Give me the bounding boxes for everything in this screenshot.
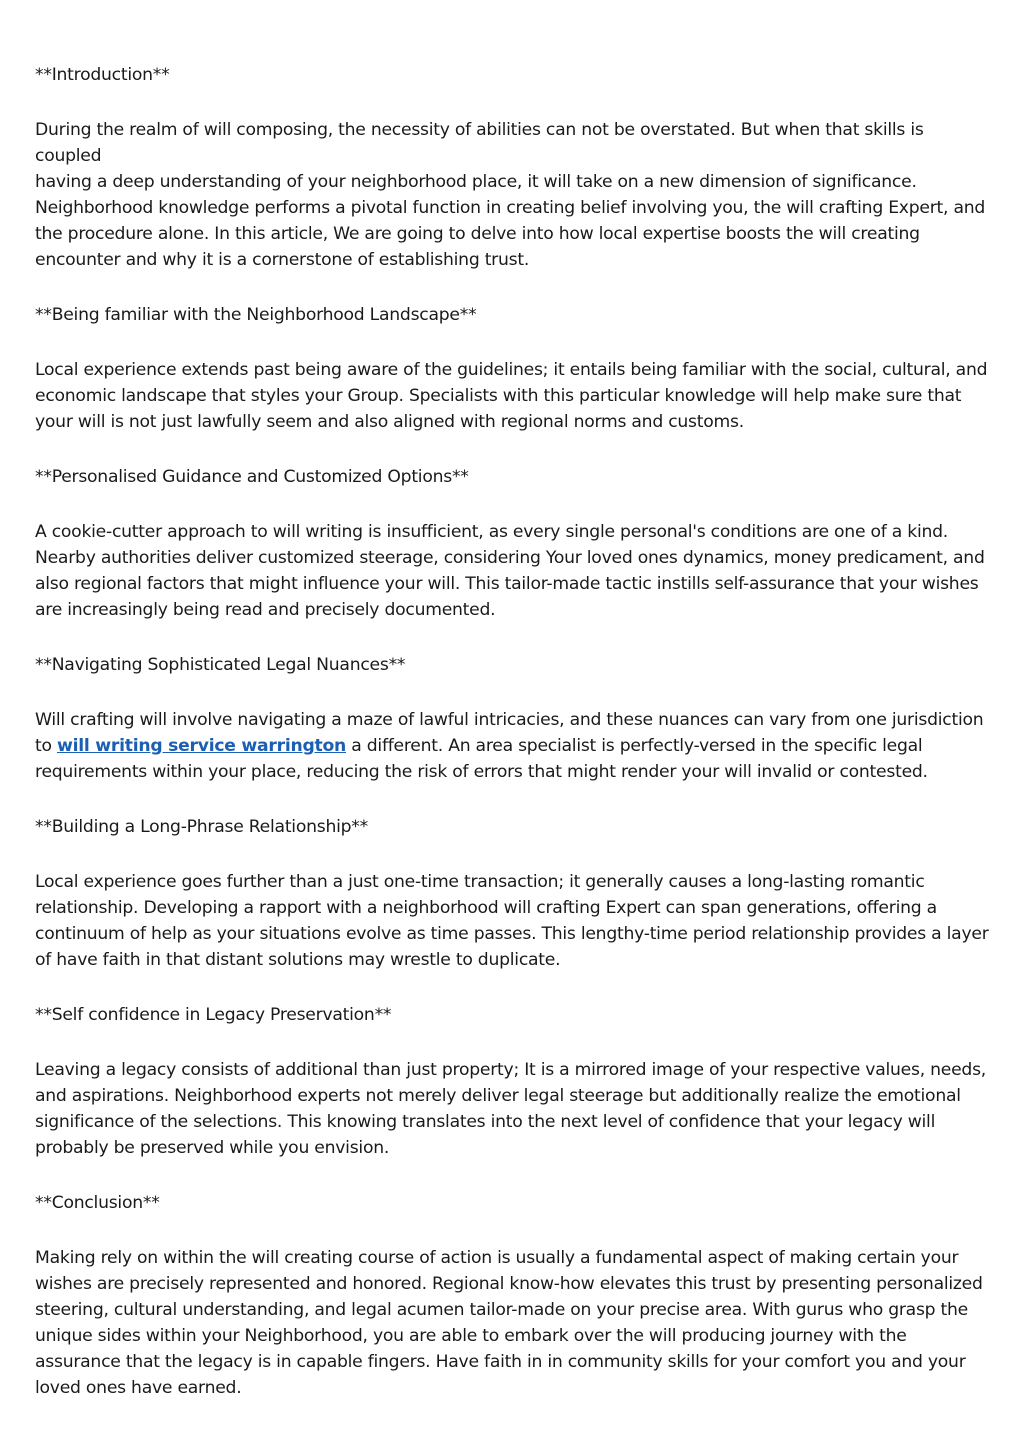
heading-personalised-guidance: **Personalised Guidance and Customized Options** [35,467,469,487]
paragraph-conclusion: Making rely on within the will creating course of action is usually a fundamental aspect of making certain your wishes are precisely represented and honored. Regional know-how elevates this trust by presenting personalized steering, cultural understanding, and legal acumen tailor-made on your precise area. With gurus who grasp the unique sides within your Neighborhood, you are able to embark over the will producing journey with the assurance that the legacy is in capable fingers. Have faith in in community skills for your comfort you and your loved ones have earned. [35,1248,983,1398]
heading-long-relationship: **Building a Long-Phrase Relationship** [35,817,368,837]
heading-legacy-preservation: **Self confidence in Legacy Preservation** [35,1005,392,1025]
article [35,62,995,1430]
paragraph-personalised-guidance: A cookie-cutter approach to will writing is insufficient, as every single personal's conditions are one of a kind. Nearby authorities deliver customized steerage, considering Your loved ones dynamics, money predicament, and also regional factors that might influence your will. This tailor-made tactic instills self-assurance that your wishes are increasingly being read and precisely documented. [35,522,985,620]
paragraph-neighborhood-landscape: Local experience extends past being aware of the guidelines; it entails being familiar with the social, cultural, and economic landscape that styles your Group. Specialists with this particular knowledge will help make sure that your will is not just lawfully seem and also aligned with regional norms and customs. [35,360,988,432]
paragraph-introduction: During the realm of will composing, the necessity of abilities can not be overstated. But when that skills is coupled having a deep understanding of your neighborhood place, it will take on a new dimension of significance. Neighborhood knowledge performs a pivotal function in creating belief involving you, the will crafting Expert, and the procedure alone. In this article, We are going to delve into how local expertise boosts the will creating encounter and why it is a cornerstone of establishing trust. [35,120,986,270]
paragraph-legacy-preservation: Leaving a legacy consists of additional than just property; It is a mirrored image of your respective values, needs, and aspirations. Neighborhood experts not merely deliver legal steerage but additionally realize the emotional significance of the selections. This knowing translates into the next level of confidence that your legacy will probably be preserved while you envision. [35,1060,986,1158]
heading-neighborhood-landscape: **Being familiar with the Neighborhood Landscape** [35,305,477,325]
heading-conclusion: **Conclusion** [35,1193,160,1213]
heading-legal-nuances: **Navigating Sophisticated Legal Nuances** [35,655,406,675]
will-writing-service-link[interactable]: will writing service warrington [56,736,347,756]
paragraph-text-after-link: a different. An area specialist is perfectly-versed in the specific legal requirements within your place, reducing the risk of errors that might render your will invalid or contested. [35,736,928,782]
paragraph-text-before-link: Will crafting will involve navigating a maze of lawful intricacies, and these nuances can vary from one jurisdiction to [35,710,984,756]
paragraph-long-relationship: Local experience goes further than a just one-time transaction; it generally causes a long-lasting romantic relationship. Developing a rapport with a neighborhood will crafting Expert can span generations, offering a continuum of help as your situations evolve as time passes. This lengthy-time period relationship provides a layer of have faith in that distant solutions may wrestle to duplicate. [35,872,989,970]
paragraph-legal-nuances [35,707,995,785]
heading-introduction: **Introduction** [35,65,170,85]
